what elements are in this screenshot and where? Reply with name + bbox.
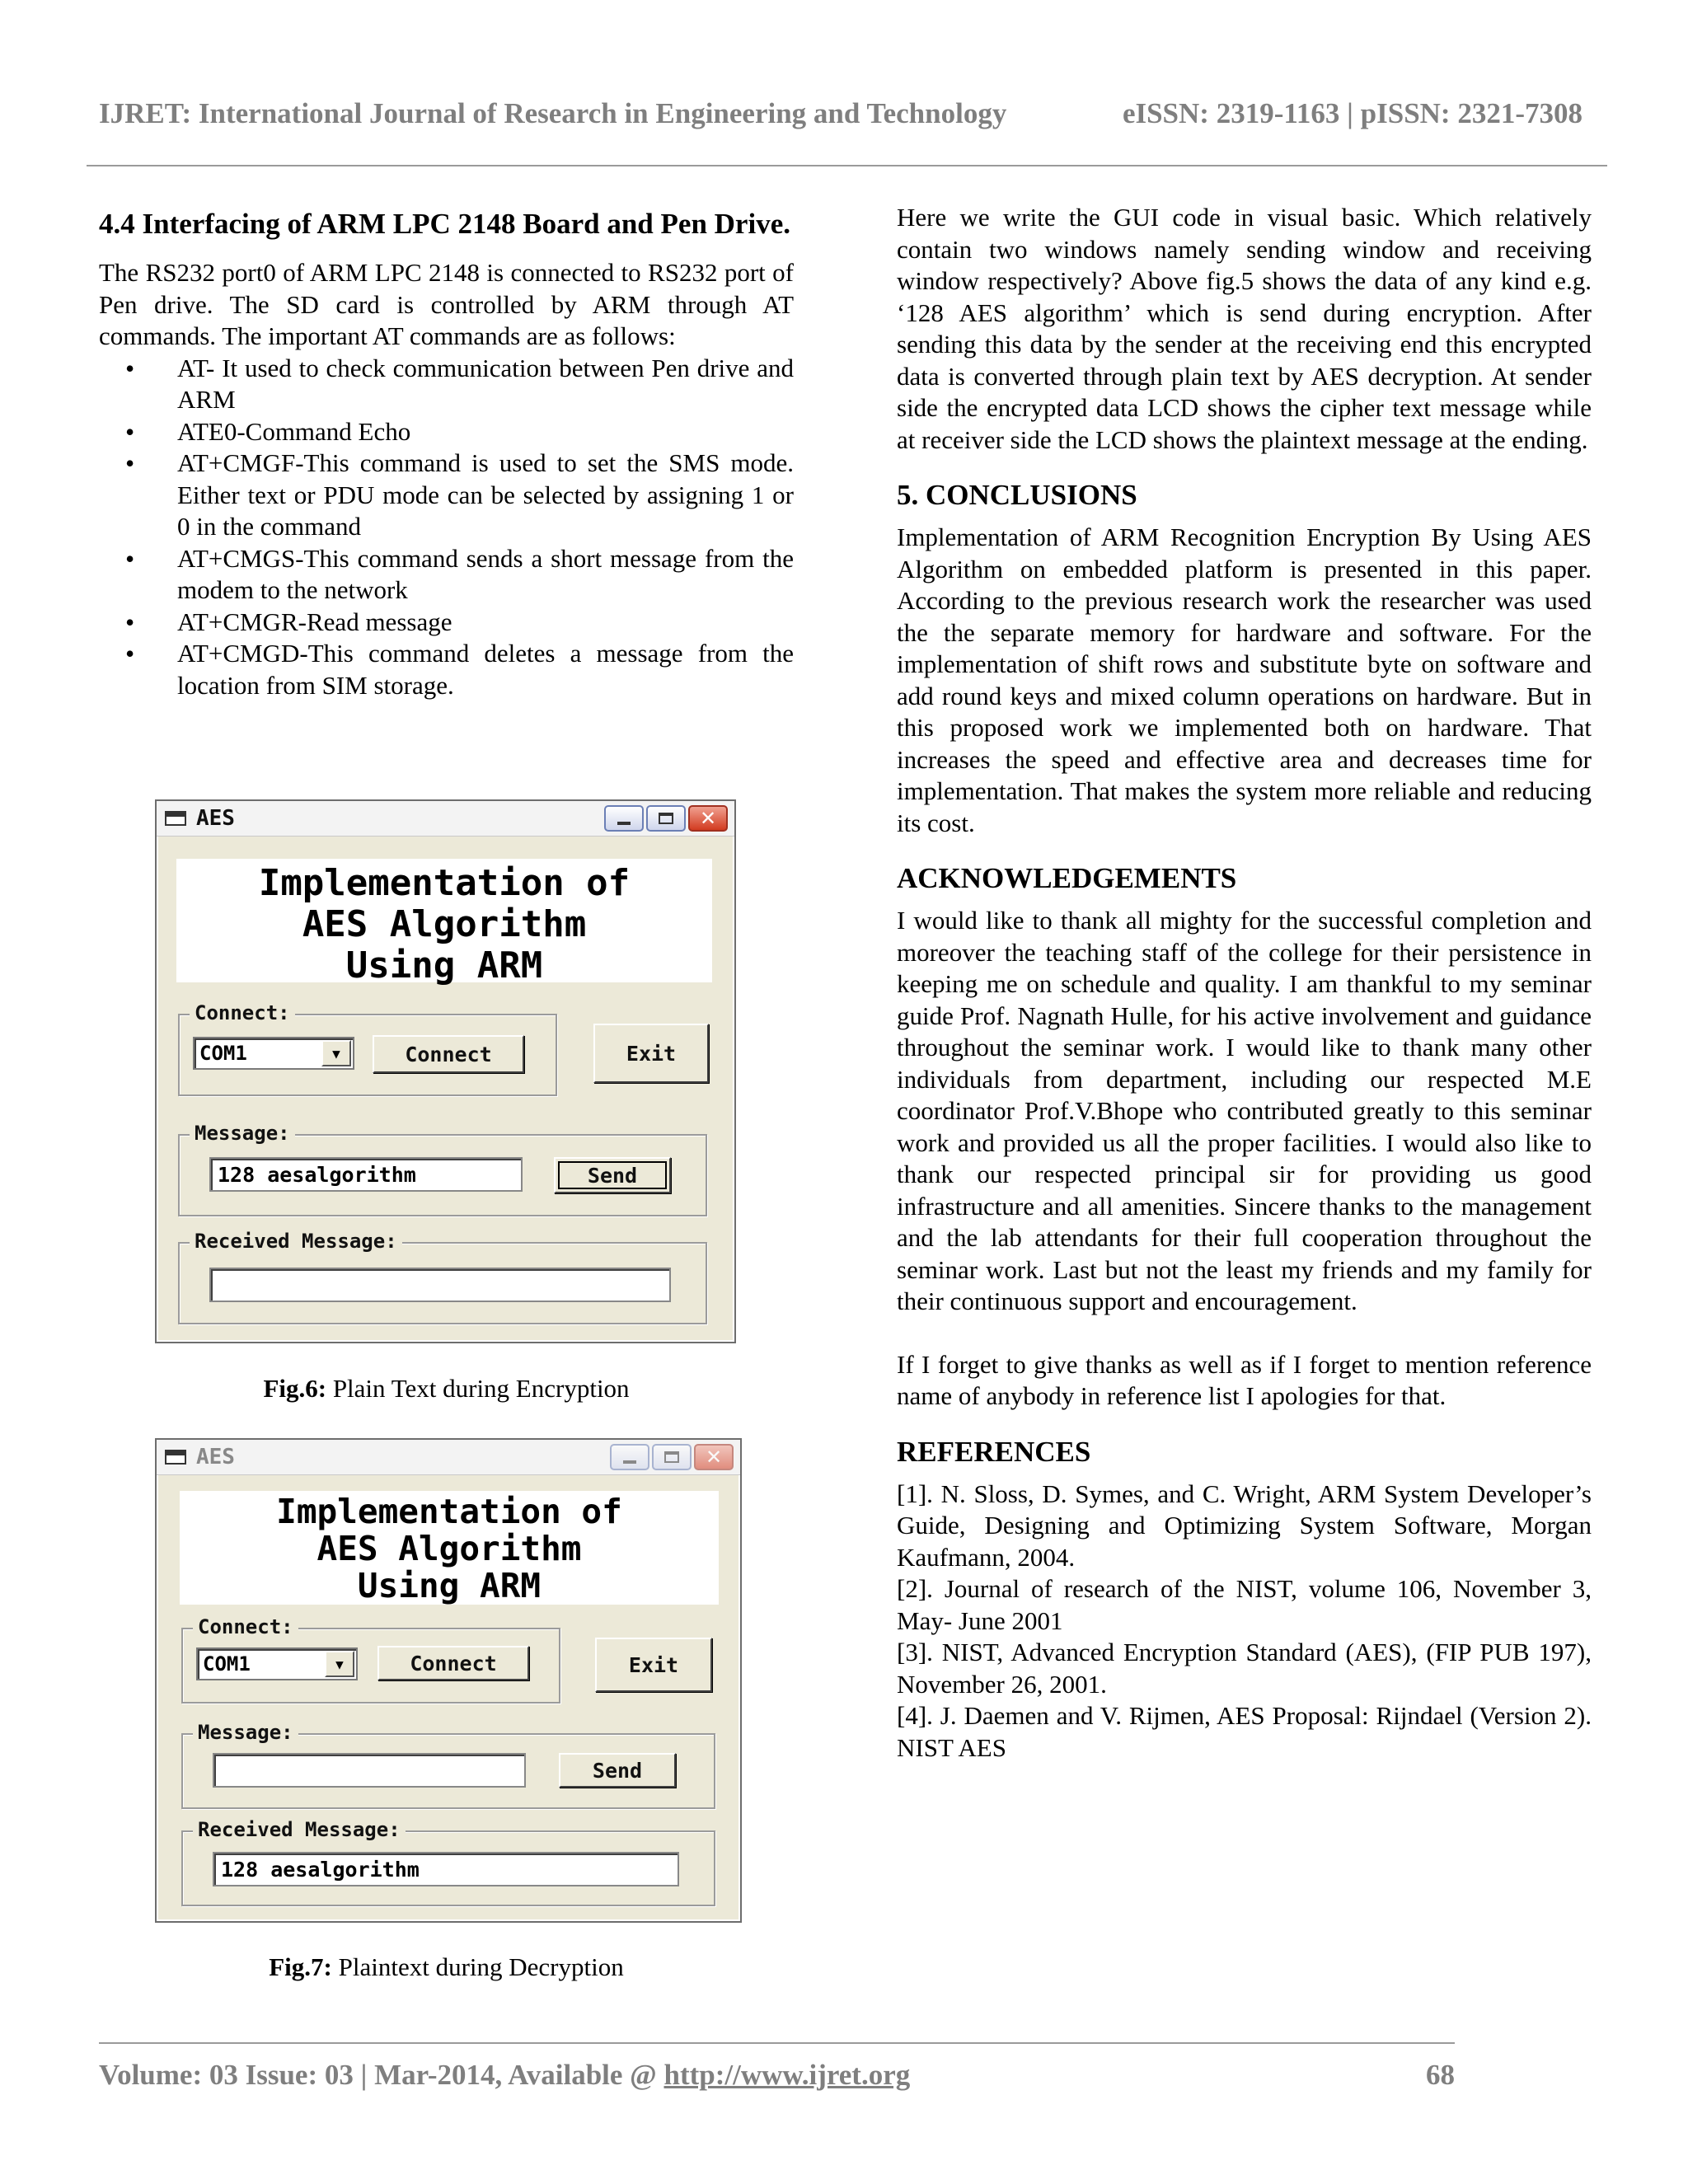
list-item: • AT+CMGF-This command is used to set the SMS mode. Either text or PDU mode can be selected by assigning 1 or 0 in the command bbox=[99, 448, 794, 543]
received-output bbox=[209, 1268, 671, 1302]
title-bar bbox=[157, 1440, 740, 1475]
banner-line: Implementation of bbox=[276, 1492, 622, 1531]
list-item: • AT+CMGS-This command sends a short message from the modem to the network bbox=[99, 543, 794, 607]
list-item: • AT+CMGD-This command deletes a message from the location from SIM storage. bbox=[99, 638, 794, 701]
message-input[interactable] bbox=[213, 1753, 526, 1788]
chevron-down-icon[interactable]: ▼ bbox=[321, 1040, 351, 1066]
fig7-caption bbox=[99, 1952, 794, 1982]
list-item: • AT+CMGR-Read message bbox=[99, 607, 794, 639]
send-button[interactable]: Send bbox=[559, 1753, 676, 1788]
banner-line: AES Algorithm bbox=[302, 903, 587, 945]
section-heading-references: REFERENCES bbox=[897, 1435, 1091, 1468]
acknowledgements-apology: If I forget to give thanks as well as if I forget to mention reference name of anybody in reference list I apologies for that. bbox=[897, 1349, 1592, 1410]
port-value: COM1 bbox=[203, 1652, 251, 1675]
exit-button[interactable]: Exit bbox=[593, 1024, 709, 1083]
chevron-down-icon[interactable]: ▼ bbox=[325, 1651, 354, 1677]
running-footer bbox=[99, 2059, 1455, 2092]
minimize-icon[interactable] bbox=[604, 805, 644, 832]
right-column bbox=[897, 202, 1592, 1764]
left-column bbox=[99, 198, 794, 701]
window-title: AES bbox=[196, 806, 235, 831]
received-output: 128 aesalgorithm bbox=[213, 1852, 679, 1886]
fig7-text: Plaintext during Decryption bbox=[331, 1952, 624, 1981]
reference-item: [3]. NIST, Advanced Encryption Standard (AES), (FIP PUB 197), November 26, 2001. bbox=[897, 1638, 1592, 1699]
conclusions-text: Implementation of ARM Recognition Encryption By Using AES Algorithm on embedded platform is presented in this paper. According to the previous research work the researcher was used the the separate memory for hardware and software. For the implementation of shift rows and substitute byte on software and add round keys and mixed column operations on hardware. But in this proposed work we implemented both on hardware. That increases the speed and effective area and decreases time for implementation. That makes the system more reliable and reducing its cost. bbox=[897, 523, 1592, 837]
connect-button[interactable]: Connect bbox=[373, 1035, 524, 1073]
reference-item: [2]. Journal of research of the NIST, volume 106, November 3, May- June 2001 bbox=[897, 1574, 1592, 1635]
interfacing-intro: The RS232 port0 of ARM LPC 2148 is connected to RS232 port of Pen drive. The SD card is controlled by ARM through AT commands. The important AT commands are as follows: bbox=[99, 258, 794, 350]
connect-label: Connect: bbox=[190, 1001, 295, 1024]
received-label: Received Message: bbox=[190, 1230, 402, 1253]
header-divider bbox=[87, 165, 1607, 166]
window-controls bbox=[610, 1444, 734, 1470]
at-command-list bbox=[99, 353, 794, 702]
journal-name: IJRET: International Journal of Research in Engineering and Technology bbox=[99, 97, 1007, 129]
message-label: Message: bbox=[193, 1721, 298, 1744]
volume-info bbox=[99, 2059, 910, 2092]
journal-link[interactable]: http://www.ijret.org bbox=[663, 2059, 911, 2091]
reference-item: [4]. J. Daemen and V. Rijmen, AES Proposal: Rijndael (Version 2). NIST AES bbox=[897, 1701, 1592, 1762]
banner-line: Using ARM bbox=[357, 1566, 542, 1605]
maximize-icon[interactable] bbox=[652, 1444, 692, 1470]
port-select[interactable] bbox=[196, 1647, 358, 1680]
maximize-icon[interactable] bbox=[646, 805, 686, 832]
close-icon[interactable]: ✕ bbox=[688, 805, 728, 832]
app-banner bbox=[180, 1491, 719, 1605]
banner-line: Using ARM bbox=[345, 944, 543, 987]
footer-divider bbox=[99, 2042, 1455, 2044]
connect-button[interactable]: Connect bbox=[377, 1646, 529, 1680]
issn-info: eISSN: 2319-1163 | pISSN: 2321-7308 bbox=[1122, 97, 1582, 129]
exit-button[interactable]: Exit bbox=[595, 1638, 712, 1692]
fig6-caption bbox=[99, 1374, 794, 1404]
section-heading-conclusions: 5. CONCLUSIONS bbox=[897, 479, 1137, 511]
running-header bbox=[99, 97, 1582, 130]
reference-item: [1]. N. Sloss, D. Symes, and C. Wright, ARM System Developer’s Guide, Designing and Optimizing System Software, Morgan Kaufmann, 2004. bbox=[897, 1479, 1592, 1572]
close-icon[interactable]: ✕ bbox=[694, 1444, 734, 1470]
page-number: 68 bbox=[1426, 2059, 1455, 2091]
list-item: • AT- It used to check communication between Pen drive and ARM bbox=[99, 353, 794, 416]
window-controls bbox=[604, 805, 728, 832]
fig7-aes-window bbox=[155, 1438, 742, 1923]
title-bar bbox=[157, 801, 734, 837]
acknowledgements-text: I would like to thank all mighty for the successful completion and moreover the teaching staff of the college for their persistence in keeping me on schedule and quality. I am thankful to my seminar guide Prof. Nagnath Hulle, for his active involvement and guidance throughout the seminar work. I would like to thank many other individuals from department, including our respected M.E coordinator Prof.V.Bhope who contributed greatly to this seminar work and provided us all the proper facilities. I would also like to thank our respected principal sir for providing us good infrastructure and all amenities. Sincere thanks to the management and the lab attendants for their full cooperation throughout the seminar work. Last but not the least my friends and my family for their continuous support and encouragement. bbox=[897, 906, 1592, 1315]
gui-description: Here we write the GUI code in visual basic. Which relatively contain two windows namely sending window and receiving window respectively? Above fig.5 shows the data of any kind e.g. ‘128 AES algorithm’ which is send during encryption. After sending this data by the sender at the receiving end this encrypted data is converted through plain text by AES decryption. At sender side the encrypted data LCD shows the cipher text message while at receiver side the LCD shows the plaintext message at the ending. bbox=[897, 203, 1592, 454]
received-label: Received Message: bbox=[193, 1818, 406, 1841]
port-select[interactable] bbox=[193, 1037, 354, 1070]
message-label: Message: bbox=[190, 1122, 295, 1145]
app-banner bbox=[176, 859, 712, 987]
window-title: AES bbox=[196, 1445, 235, 1469]
fig6-text: Plain Text during Encryption bbox=[326, 1374, 630, 1403]
window-icon bbox=[165, 1450, 186, 1465]
connect-label: Connect: bbox=[193, 1615, 298, 1638]
fig7-label: Fig.7: bbox=[269, 1952, 332, 1981]
window-icon bbox=[165, 811, 186, 826]
banner-line: AES Algorithm bbox=[316, 1529, 582, 1568]
section-heading-acknowledgements: ACKNOWLEDGEMENTS bbox=[897, 862, 1237, 894]
fig6-label: Fig.6: bbox=[263, 1374, 327, 1403]
send-button[interactable]: Send bbox=[554, 1157, 671, 1193]
port-value: COM1 bbox=[199, 1042, 247, 1065]
section-heading-interfacing: 4.4 Interfacing of ARM LPC 2148 Board and Pen Drive. bbox=[99, 208, 790, 240]
message-input[interactable]: 128 aesalgorithm bbox=[209, 1157, 523, 1192]
list-item: • ATE0-Command Echo bbox=[99, 416, 794, 448]
banner-line: Implementation of bbox=[258, 862, 631, 904]
fig6-aes-window bbox=[155, 799, 736, 1343]
minimize-icon[interactable] bbox=[610, 1444, 649, 1470]
volume-text: Volume: 03 Issue: 03 | Mar-2014, Available @ bbox=[99, 2059, 664, 2091]
